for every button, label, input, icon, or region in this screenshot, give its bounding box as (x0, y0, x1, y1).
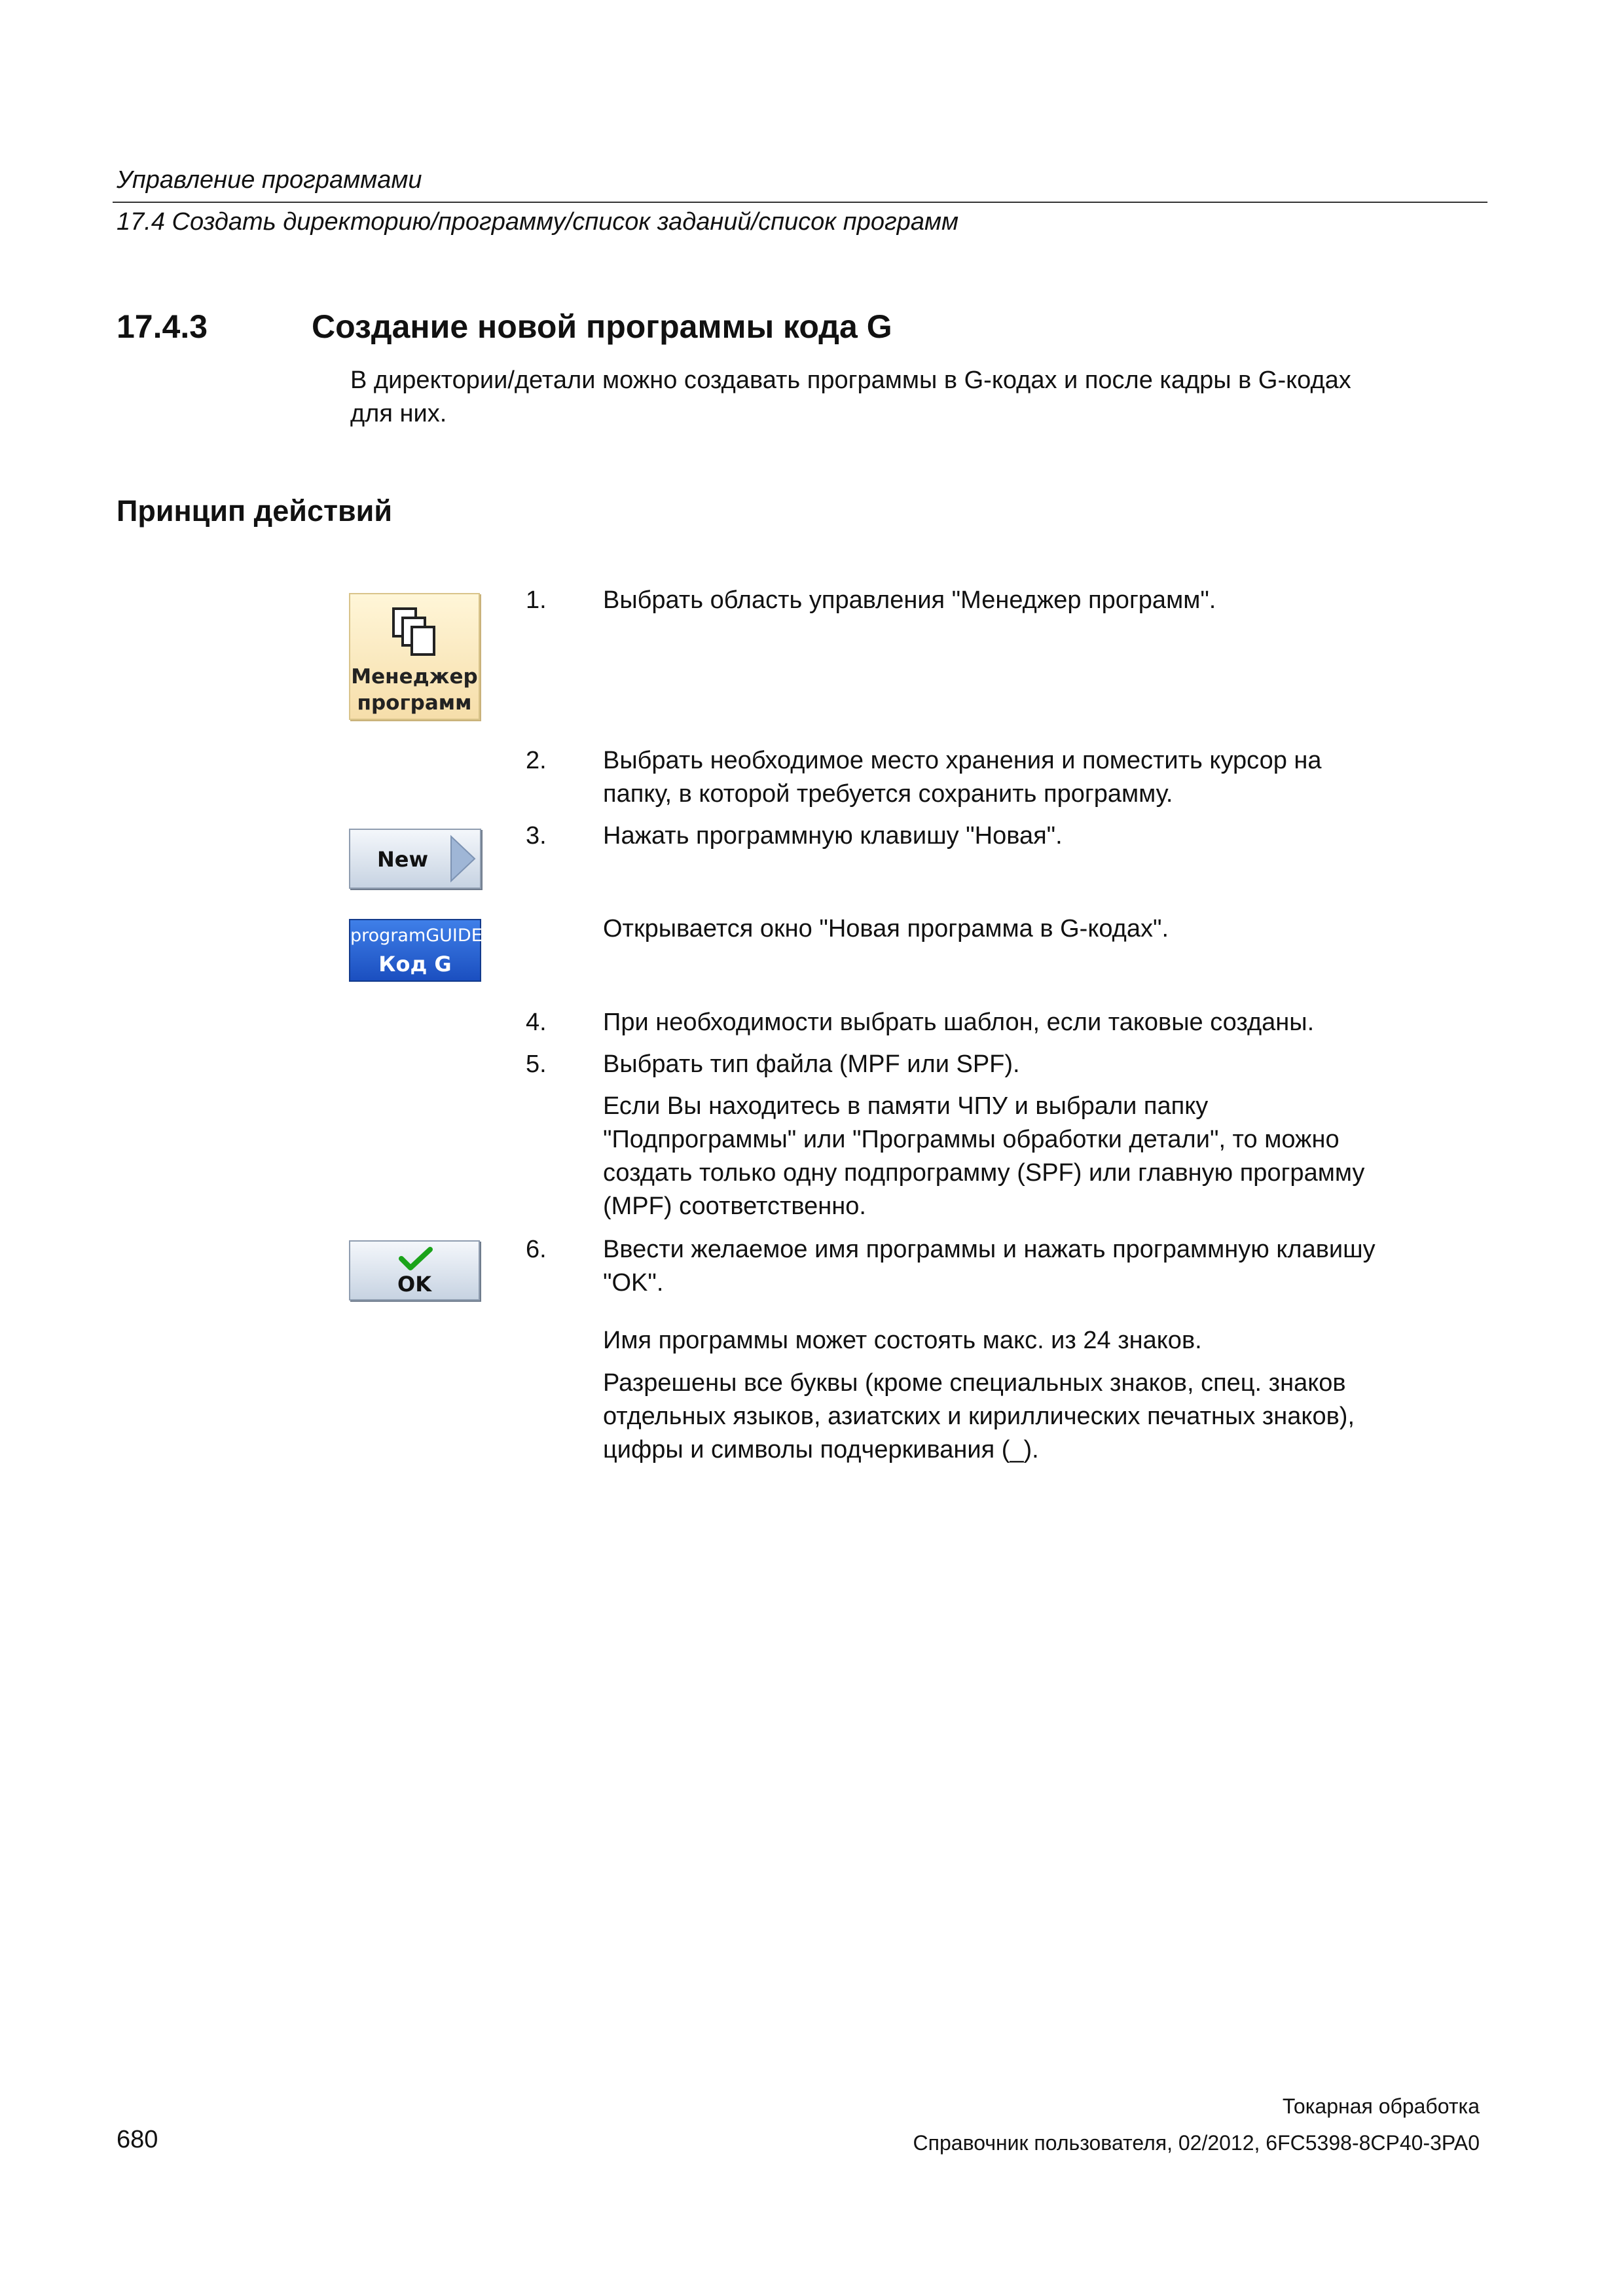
section-number: 17.4.3 (117, 308, 208, 345)
step-line: "Подпрограммы" или "Программы обработки детали", то можно (603, 1126, 1340, 1153)
step-line: Если Вы находитесь в памяти ЧПУ и выбрали папку (603, 1092, 1209, 1120)
subheading: Принцип действий (117, 494, 392, 528)
step-line: Открывается окно "Новая программа в G-кодах". (603, 915, 1169, 942)
header-chapter: Управление программами (117, 166, 422, 194)
step-text (603, 1006, 1506, 1039)
header-rule (113, 202, 1487, 203)
step-text (603, 584, 1506, 617)
step-line: Выбрать тип файла (MPF или SPF). (603, 1050, 1020, 1078)
intro-paragraph (350, 364, 1503, 431)
step-line: создать только одну подпрограмму (SPF) или главную программу (603, 1159, 1365, 1187)
program-manager-softkey[interactable] (349, 593, 480, 720)
step-number: 2. (526, 747, 547, 774)
step-line: Имя программы может состоять макс. из 24 знаков. (603, 1327, 1202, 1354)
programguide-label-line1: programGUIDE (350, 925, 483, 946)
footer-product: Токарная обработка (1282, 2094, 1480, 2118)
step-number: 1. (526, 586, 547, 614)
program-manager-label-line2: программ (357, 691, 472, 715)
step-line: Выбрать необходимое место хранения и поместить курсор на (603, 747, 1322, 774)
step-line: "OK". (603, 1269, 664, 1297)
step-line: Нажать программную клавишу "Новая". (603, 822, 1063, 850)
checkmark-icon (397, 1246, 434, 1272)
step-note (603, 1324, 1506, 1357)
program-manager-label-line1: Менеджер (351, 665, 478, 689)
stacked-pages-icon (390, 606, 442, 658)
step-line: цифры и символы подчеркивания (_). (603, 1436, 1039, 1463)
step-text (603, 819, 1506, 853)
step-line: При необходимости выбрать шаблон, если таковые созданы. (603, 1009, 1315, 1036)
step-number: 6. (526, 1236, 547, 1263)
new-softkey[interactable] (349, 829, 481, 889)
step-line: отдельных языков, азиатских и кириллических печатных знаков), (603, 1403, 1355, 1430)
step-note (603, 912, 1506, 946)
step-note (603, 1090, 1506, 1223)
programguide-gcode-softkey[interactable] (349, 919, 481, 982)
section-title: Создание новой программы кода G (312, 308, 892, 345)
step-text (603, 1233, 1506, 1300)
step-text (603, 1048, 1506, 1081)
header-section: 17.4 Создать директорию/программу/список заданий/список программ (117, 208, 959, 236)
programguide-label-line2: Код G (378, 952, 452, 977)
step-line: папку, в которой требуется сохранить программу. (603, 780, 1173, 808)
ok-softkey-label: OK (397, 1272, 431, 1297)
page-number: 680 (117, 2126, 158, 2153)
intro-line-2: для них. (350, 400, 447, 427)
step-number: 4. (526, 1009, 547, 1036)
step-number: 5. (526, 1050, 547, 1078)
new-softkey-label: New (376, 847, 429, 872)
ok-softkey[interactable] (349, 1240, 480, 1300)
intro-line-1: В директории/детали можно создавать программы в G-кодах и после кадры в G-кодах (350, 367, 1351, 394)
footer-manual: Справочник пользователя, 02/2012, 6FC5398-8CP40-3PA0 (913, 2131, 1480, 2155)
program-manager-softkey-label (350, 664, 479, 716)
step-line: Ввести желаемое имя программы и нажать программную клавишу (603, 1236, 1376, 1263)
step-line: Разрешены все буквы (кроме специальных знаков, спец. знаков (603, 1369, 1346, 1397)
arrow-right-icon (448, 834, 477, 884)
step-line: (MPF) соответственно. (603, 1193, 866, 1220)
step-text (603, 744, 1506, 811)
step-number: 3. (526, 822, 547, 850)
step-line: Выбрать область управления "Менеджер программ". (603, 586, 1216, 614)
step-note (603, 1367, 1506, 1467)
